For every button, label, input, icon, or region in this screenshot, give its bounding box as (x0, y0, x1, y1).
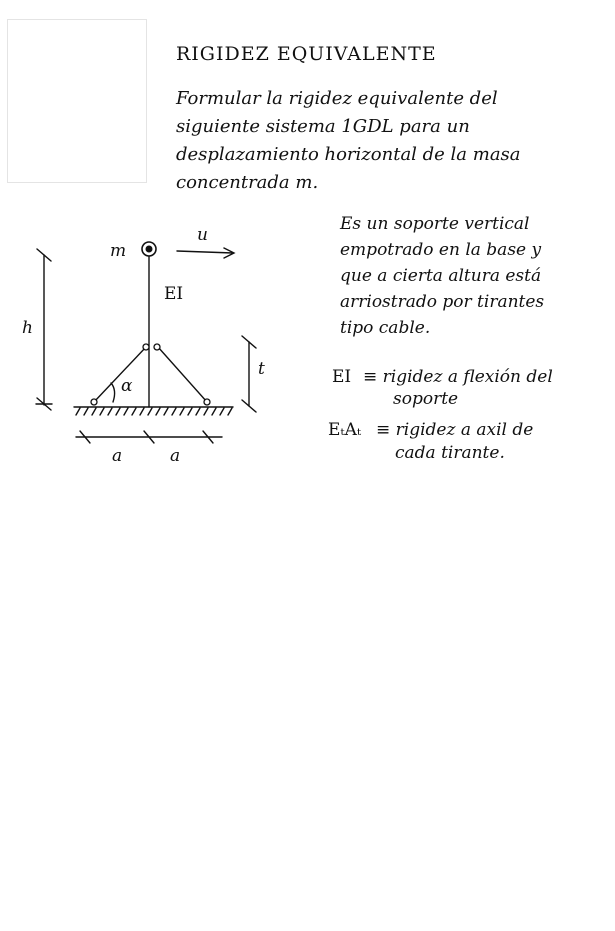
mass-core (146, 246, 153, 253)
description-line-2: empotrado en la base y (340, 240, 542, 260)
left-tie-joint (143, 344, 149, 350)
displacement-arrow-shaft (177, 251, 233, 253)
left-span-label: a (112, 446, 123, 466)
ei-definition-line-1: ≡ rigidez a flexión del (363, 367, 553, 387)
eta-definition-line-2: cada tirante. (395, 443, 505, 463)
description-line-3: que a cierta altura está (340, 266, 542, 286)
height-label: h (22, 318, 33, 338)
left-tie-anchor (91, 399, 97, 405)
right-tie-anchor (204, 399, 210, 405)
right-tie-cable (158, 347, 207, 402)
angle-arc (111, 383, 115, 402)
page-title: RIGIDEZ EQUIVALENTE (176, 43, 437, 65)
eta-symbol: EₜAₜ (328, 420, 362, 440)
ei-definition-line-2: soporte (393, 389, 459, 409)
statement-line-1: Formular la rigidez equivalente del (176, 88, 498, 109)
tie-height-label: t (258, 359, 265, 379)
angle-label: α (121, 376, 133, 396)
displacement-label: u (197, 225, 208, 245)
stiffness-label: EI (164, 284, 184, 304)
description-line-4: arriostrado por tirantes (340, 292, 545, 312)
description-line-1: Es un soporte vertical (340, 214, 530, 234)
statement-line-3: desplazamiento horizontal de la masa (176, 144, 521, 165)
statement-line-4: concentrada m. (176, 172, 319, 193)
eta-definition-line-1: ≡ rigidez a axil de (376, 420, 534, 440)
right-tie-joint (154, 344, 160, 350)
right-span-label: a (170, 446, 181, 466)
mass-label: m (110, 241, 127, 261)
statement-line-2: siguiente sistema 1GDL para un (176, 116, 470, 137)
ei-symbol: EI (332, 367, 352, 387)
left-tie-cable (94, 347, 146, 402)
ground-hatching (76, 408, 232, 415)
description-line-5: tipo cable. (340, 318, 431, 338)
